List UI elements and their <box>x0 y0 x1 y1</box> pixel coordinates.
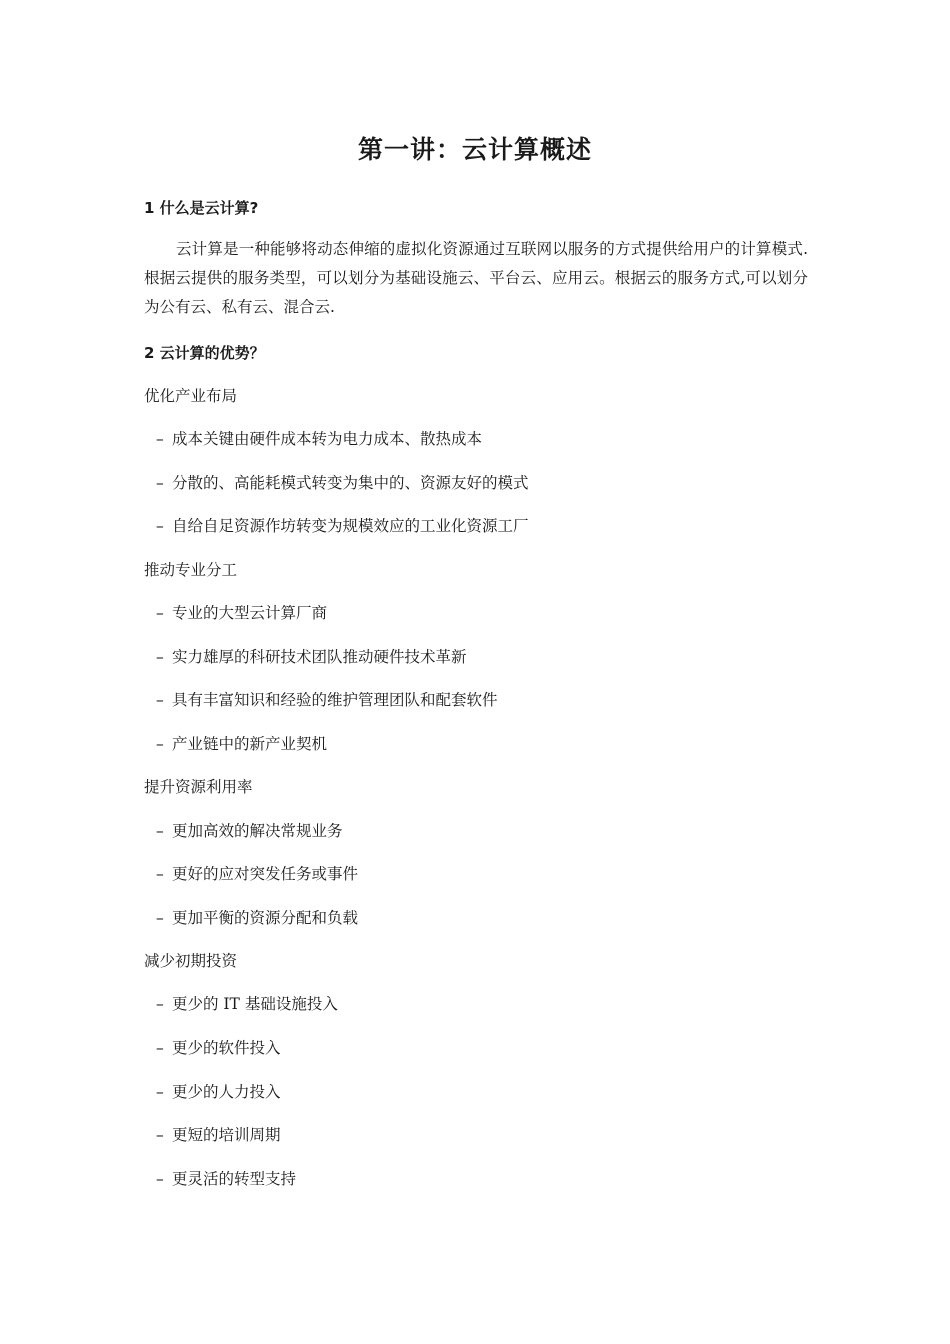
list-item <box>156 819 343 841</box>
bullet-dash: – <box>156 604 164 622</box>
bullet-dash: – <box>156 474 164 492</box>
bullet-dash: – <box>156 648 164 666</box>
page-title: 第一讲：云计算概述 <box>357 135 592 164</box>
list-item-text: 更灵活的转型支持 <box>172 1170 297 1188</box>
bullet-dash: – <box>156 909 164 927</box>
list-item-text: 更好的应对突发任务或事件 <box>172 865 359 883</box>
bullet-dash: – <box>156 1170 164 1188</box>
list-item <box>156 1036 281 1058</box>
bullet-dash: – <box>156 1083 164 1101</box>
group-label: 减少初期投资 <box>144 952 238 970</box>
list-item-text: 更少的软件投入 <box>172 1039 281 1057</box>
list-item-text: 产业链中的新产业契机 <box>172 735 328 753</box>
section-1-paragraph: 云计算是一种能够将动态伸缩的虚拟化资源通过互联网以服务的方式提供给用户的计算模式.根据云提供的服务类型，可以划分为基础设施云、平台云、应用云。根据云的服务方式,可以划分为公有云、私有云、混合云. <box>144 240 808 316</box>
bullet-dash: – <box>156 430 164 448</box>
list-item <box>156 471 529 493</box>
list-item-text: 分散的、高能耗模式转变为集中的、资源友好的模式 <box>172 474 529 492</box>
list-item <box>156 688 498 710</box>
list-item-text: 成本关键由硬件成本转为电力成本、散热成本 <box>172 430 483 448</box>
bullet-dash: – <box>156 822 164 840</box>
group-label: 推动专业分工 <box>144 561 238 579</box>
bullet-dash: – <box>156 1126 164 1144</box>
list-item-text: 自给自足资源作坊转变为规模效应的工业化资源工厂 <box>172 517 529 535</box>
bullet-dash: – <box>156 517 164 535</box>
list-item <box>156 906 358 928</box>
bullet-dash: – <box>156 1039 164 1057</box>
list-item <box>156 601 327 623</box>
list-item-text: 更少的 IT 基础设施投入 <box>172 995 338 1013</box>
list-item <box>156 732 327 754</box>
list-item <box>156 862 358 884</box>
list-item-text: 更短的培训周期 <box>172 1126 281 1144</box>
list-item <box>156 992 338 1014</box>
bullet-dash: – <box>156 691 164 709</box>
list-item-text: 具有丰富知识和经验的维护管理团队和配套软件 <box>172 691 498 709</box>
bullet-dash: – <box>156 735 164 753</box>
list-item <box>156 1167 296 1189</box>
bullet-dash: – <box>156 865 164 883</box>
list-item <box>156 514 529 536</box>
bullet-dash: – <box>156 995 164 1013</box>
list-item-text: 专业的大型云计算厂商 <box>172 604 328 622</box>
list-item <box>156 645 467 667</box>
group-label: 优化产业布局 <box>144 387 238 405</box>
list-item-text: 实力雄厚的科研技术团队推动硬件技术革新 <box>172 648 467 666</box>
list-item-text: 更加高效的解决常规业务 <box>172 822 343 840</box>
list-item <box>156 1080 281 1102</box>
section-2-heading: 2 云计算的优势？ <box>144 344 265 362</box>
list-item <box>156 1123 281 1145</box>
group-label: 提升资源利用率 <box>144 778 253 796</box>
list-item-text: 更少的人力投入 <box>172 1083 281 1101</box>
list-item-text: 更加平衡的资源分配和负载 <box>172 909 359 927</box>
section-1-heading: 1 什么是云计算? <box>144 199 259 217</box>
list-item <box>156 427 482 449</box>
